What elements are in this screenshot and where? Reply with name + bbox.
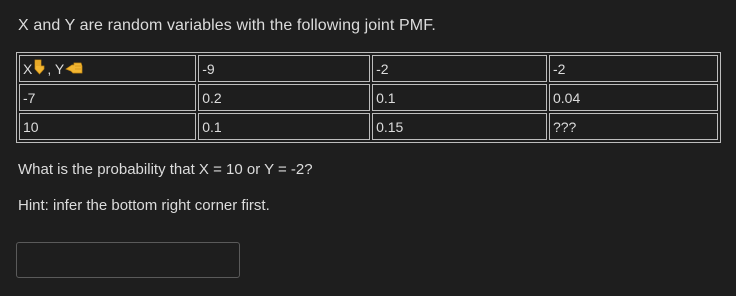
- row-x-value: -7: [19, 84, 196, 111]
- row-x-value: 10: [19, 113, 196, 140]
- table-row: [19, 113, 718, 140]
- pmf-cell: 0.1: [198, 113, 370, 140]
- header-y-value: -2: [549, 55, 718, 82]
- table-row: [19, 84, 718, 111]
- header-corner-label: [23, 59, 83, 78]
- pmf-cell: 0.15: [372, 113, 547, 140]
- hand-pointing-down-icon: [33, 59, 46, 78]
- pmf-cell: 0.2: [198, 84, 370, 111]
- pmf-cell: 0.04: [549, 84, 718, 111]
- question-text: What is the probability that X = 10 or Y = -2?: [18, 161, 313, 178]
- hint-text: Hint: infer the bottom right corner first.: [18, 197, 270, 214]
- problem-intro: X and Y are random variables with the following joint PMF.: [18, 17, 436, 34]
- header-y-value: -9: [198, 55, 370, 82]
- header-corner-cell: [19, 55, 196, 82]
- x-label: X: [23, 60, 33, 77]
- hand-pointing-left-icon: [65, 61, 83, 77]
- table-header-row: [19, 55, 718, 82]
- pmf-cell: 0.1: [372, 84, 547, 111]
- header-y-value: -2: [372, 55, 547, 82]
- pmf-cell-unknown: ???: [549, 113, 718, 140]
- answer-input[interactable]: [16, 242, 240, 278]
- joint-pmf-table: [16, 52, 721, 143]
- y-label: , Y: [47, 60, 65, 77]
